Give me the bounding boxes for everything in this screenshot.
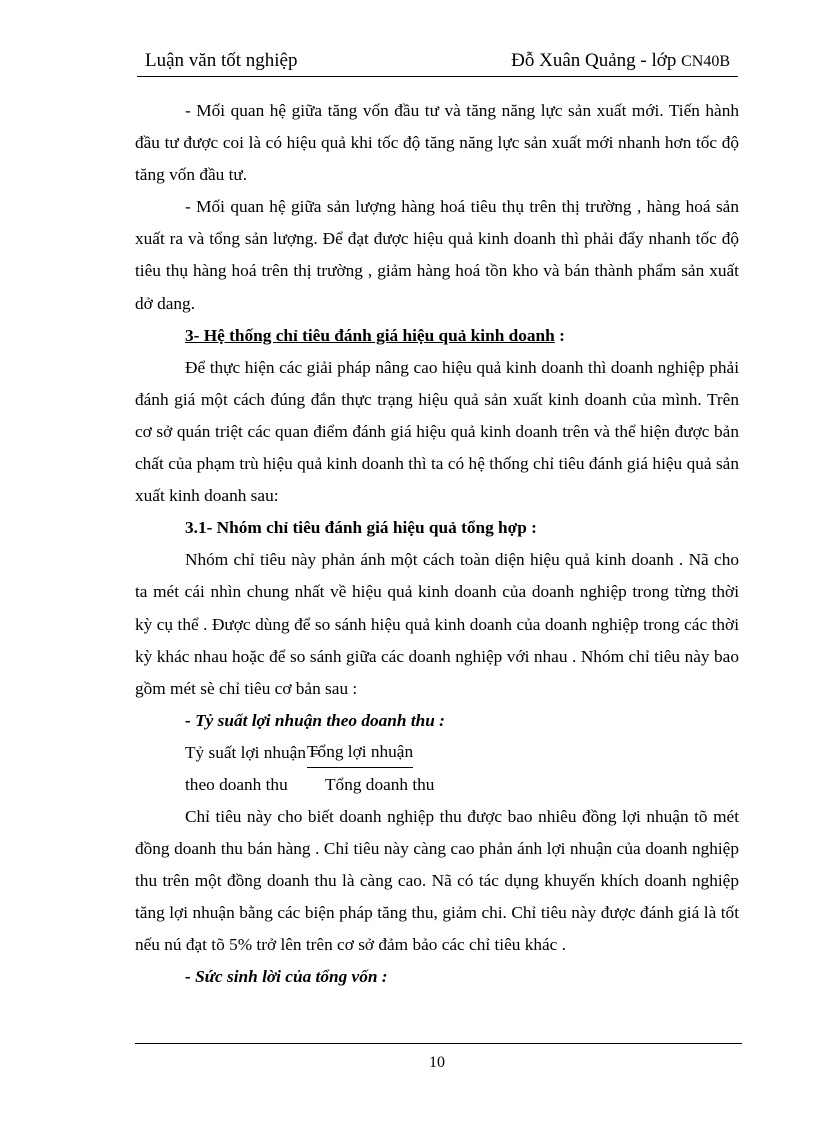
header-author xyxy=(511,50,730,72)
subsection-heading: 3.1- Nhóm chỉ tiêu đánh giá hiệu quả tổng hợp : xyxy=(185,518,537,538)
paragraph: Chỉ tiêu này cho biết doanh nghiệp thu được bao nhiêu đồng lợi nhuận tõ mét đồng doanh thu bán hàng . Chỉ tiêu này càng cao phản ánh lợi nhuận của doanh nghiệp thu trên một đồng doanh thu là càng cao. Nã có tác dụng khuyến khích doanh nghiệp tăng lợi nhuận bằng các biện pháp tăng thu, giảm chi. Chỉ tiêu này được đánh giá là tốt nếu nú đạt tõ 5% trở lên trên cơ sở đảm bảo các chỉ tiêu khác . xyxy=(135,806,739,955)
header-author-name: Đỗ Xuân Quảng - lớp xyxy=(511,50,677,71)
header-title: Luận văn tốt nghiệp xyxy=(145,50,298,71)
header-class: CN40B xyxy=(681,53,730,70)
paragraph: Nhóm chỉ tiêu này phản ánh một cách toàn diện hiệu quả kinh doanh . Nã cho ta mét cái nhìn chung nhất về hiệu quả kinh doanh của doanh nghiệp trong từng thời kỳ cụ thể . Được dùng để so sánh hiệu quả kinh doanh của doanh nghiệp trong các thời kỳ khác nhau hoặc để so sánh giữa các doanh nghiệp với nhau . Nhóm chỉ tiêu này bao gồm mét sè chỉ tiêu cơ bản sau : xyxy=(135,550,739,698)
section-heading-text: 3- Hệ thống chỉ tiêu đánh giá hiệu quả kinh doanh xyxy=(185,325,555,345)
footer-divider xyxy=(135,1043,742,1044)
page-header xyxy=(137,48,738,77)
paragraph: Để thực hiện các giải pháp nâng cao hiệu quả kinh doanh thì doanh nghiệp phải đánh giá một cách đúng đắn thực trạng hiệu quả sản xuất kinh doanh của mình. Trên cơ sở quán triệt các quan điểm đánh giá hiệu quả kinh doanh trên và thể hiện được bản chất của phạm trù hiệu quả kinh doanh thì ta có hệ thống chỉ tiêu đánh giá hiệu quả sản xuất kinh doanh sau: xyxy=(135,357,739,506)
section-heading-suffix: : xyxy=(554,325,565,345)
document-body xyxy=(135,95,739,993)
indicator-heading: - Sức sinh lời của tổng vốn : xyxy=(185,967,388,987)
formula-label-line2: theo doanh thu xyxy=(185,774,288,794)
section-heading xyxy=(135,320,739,352)
formula-label-line1: Tỷ suất lợi nhuận = xyxy=(185,742,321,762)
formula-numerator: Tổng lợi nhuận xyxy=(307,737,413,768)
formula xyxy=(135,737,739,801)
formula-denominator: Tổng doanh thu xyxy=(325,774,435,794)
paragraph: - Mối quan hệ giữa tăng vốn đầu tư và tăng năng lực sản xuất mới. Tiến hành đầu tư được coi là có hiệu quả khi tốc độ tăng năng lực sản xuất mới nhanh hơn tốc độ tăng vốn đầu tư. xyxy=(135,101,739,185)
indicator-heading: - Tỷ suất lợi nhuận theo doanh thu : xyxy=(185,710,445,730)
paragraph: - Mối quan hệ giữa sản lượng hàng hoá tiêu thụ trên thị trường , hàng hoá sản xuất ra và tổng sản lượng. Để đạt được hiệu quả kinh doanh thì phải đẩy nhanh tốc độ tiêu thụ hàng hoá trên thị trường , giảm hàng hoá tồn kho và bán thành phẩm sản xuất dở dang. xyxy=(135,197,739,313)
page-number: 10 xyxy=(429,1054,445,1071)
